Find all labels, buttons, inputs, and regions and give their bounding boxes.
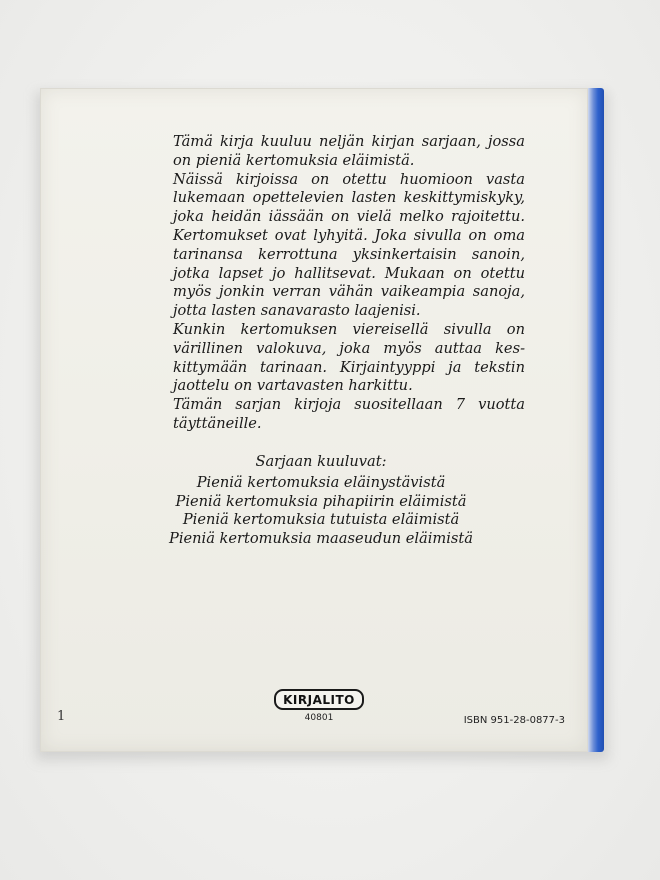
publisher-number: 40801 <box>304 713 334 723</box>
isbn-label: ISBN 951-28-0877-3 <box>463 715 565 726</box>
description-paragraph: Tämä kirja kuuluu neljän kirjan sarjaan, jossa on pieniä kertomuksia eläimistä. <box>173 133 525 169</box>
book-back-cover <box>40 88 588 752</box>
series-title: Pieniä kertomuksia tutuista eläimistä <box>182 511 460 529</box>
description-block <box>173 133 525 434</box>
publisher-block <box>271 689 367 723</box>
publisher-logo: KIRJALITO <box>274 689 364 710</box>
series-title: Pieniä kertomuksia maaseudun eläimistä <box>169 530 473 548</box>
corner-mark: 1 <box>57 709 66 724</box>
series-title: Pieniä kertomuksia eläinystävistä <box>196 473 446 491</box>
series-list <box>131 453 511 549</box>
description-paragraph: Tämän sarjan kirjoja suositellaan 7 vuotta täyttäneille. <box>173 396 525 432</box>
description-paragraph: Näissä kirjoissa on otettu huomioon vasta lukemaan opettelevien lasten keskittymiskyky, joka heidän iässään on vielä melko rajoitettu. Kertomukset ovat lyhyitä. Joka sivulla on oma tarinansa kerrottuna yksinkertaisin sanoin, jotka lapset jo hallitsevat. Mukaan on otettu myös jonkin verran vähän vaikeampia sanoja, jotta lasten sanavarasto laajenisi. <box>173 170 525 320</box>
series-heading: Sarjaan kuuluvat: <box>255 453 387 470</box>
description-paragraph: Kunkin kertomuksen viereisellä sivulla on värillinen valokuva, joka myös auttaa keskittymään tarinaan. Kirjaintyyppi ja tekstin jaottelu on vartavasten harkittu. <box>173 320 525 395</box>
series-title: Pieniä kertomuksia pihapiirin eläimistä <box>175 492 467 510</box>
